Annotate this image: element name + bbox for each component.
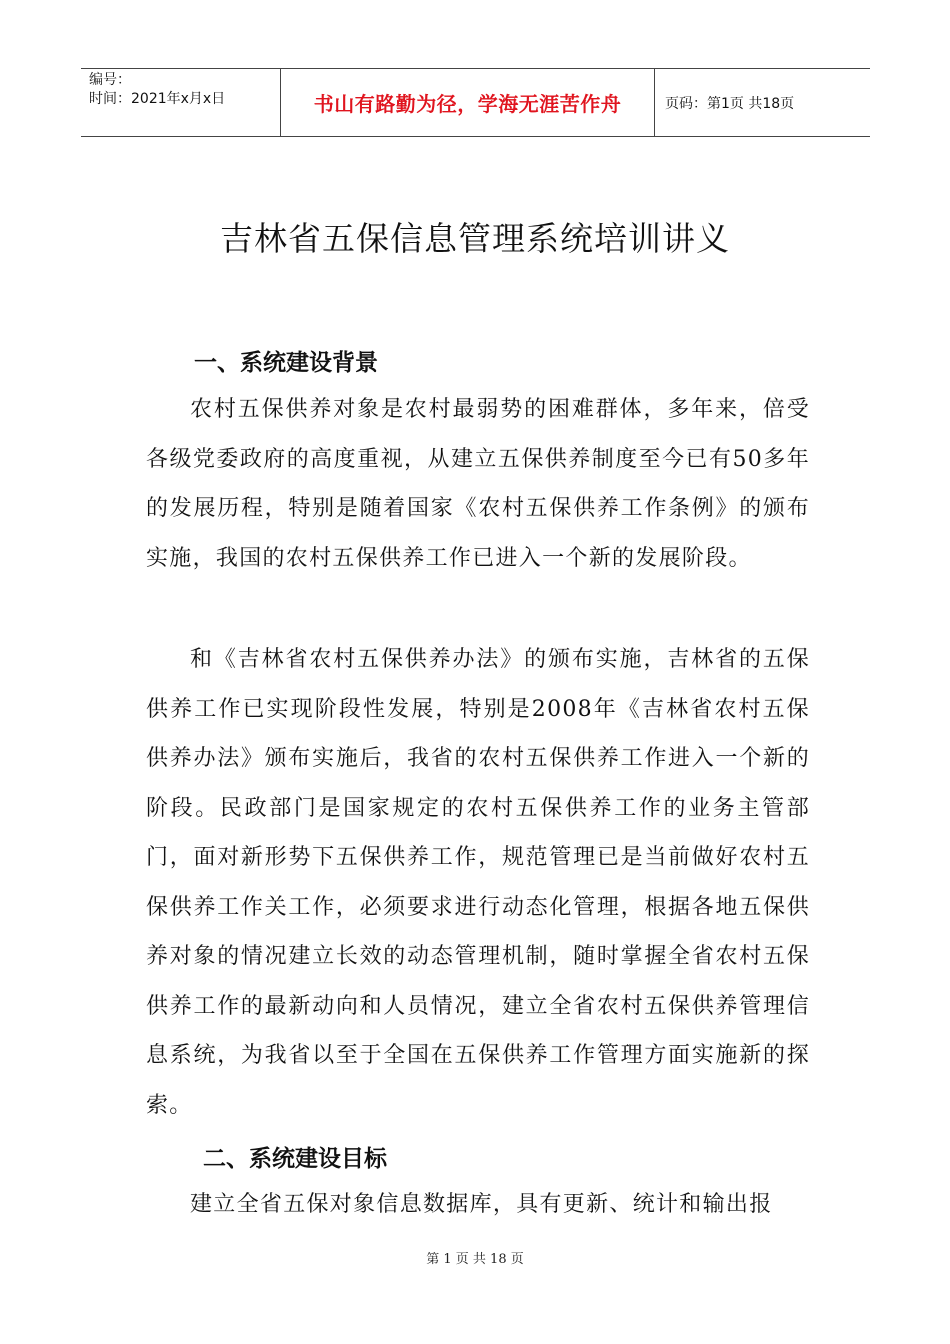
header-meta [81,69,281,136]
page-header [81,68,870,137]
section-heading-goals: 二、系统建设目标 [203,1146,387,1172]
page-footer: 第 1 页 共 18 页 [426,1252,524,1267]
header-time-label: 时间：2021年x月x日 [89,91,226,107]
section-heading-background: 一、系统建设背景 [194,350,378,376]
paragraph-background-2: 和《吉林省农村五保供养办法》的颁布实施，吉林省的五保供养工作已实现阶段性发展，特别是2008年《吉林省农村五保供养办法》颁布实施后，我省的农村五保供养工作进入一个新的阶段。民政部门是国家规定的农村五保供养工作的业务主管部门，面对新形势下五保供养工作，规范管理已是当前做好农村五保供养工作关工作，必须要求进行动态化管理，根据各地五保供养对象的情况建立长效的动态管理机制，随时掌握全省农村五保供养工作的最新动向和人员情况，建立全省农村五保供养管理信息系统，为我省以至于全国在五保供养工作管理方面实施新的探索。 [146,647,810,1118]
header-number-label: 编号： [89,72,131,88]
header-motto: 书山有路勤为径，学海无涯苦作舟 [281,69,655,136]
paragraph-background-1: 农村五保供养对象是农村最弱势的困难群体，多年来，倍受各级党委政府的高度重视，从建立五保供养制度至今已有50多年的发展历程，特别是随着国家《农村五保供养工作条例》的颁布实施，我国的农村五保供养工作已进入一个新的发展阶段。 [146,397,810,571]
paragraph-goals-1: 建立全省五保对象信息数据库，具有更新、统计和输出报 [190,1192,773,1217]
header-page-code: 页码：第1页 共18页 [665,95,795,112]
document-title: 吉林省五保信息管理系统培训讲义 [220,219,730,258]
